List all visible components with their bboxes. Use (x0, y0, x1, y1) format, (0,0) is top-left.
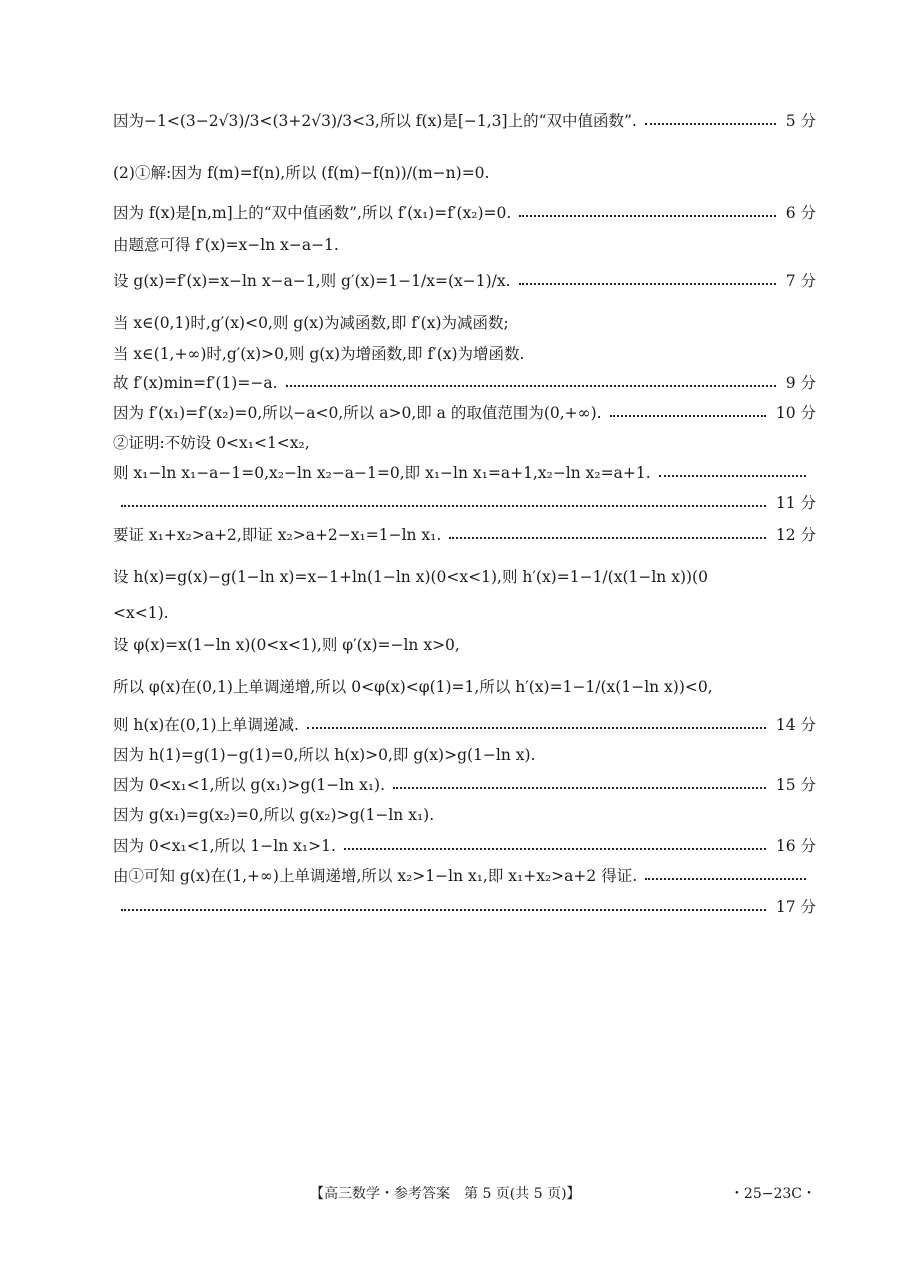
line-18 (113, 738, 816, 770)
dot-leader (286, 385, 776, 387)
dot-leader (519, 215, 775, 217)
line-text: 要证 x₁+x₂>a+2,即证 x₂>a+2−x₁=1−ln x₁. (113, 526, 442, 544)
line-text: 设 h(x)=g(x)−g(1−ln x)=x−1+ln(1−ln x)(0<x<1),则 h′(x)=1−1/(x(1−ln x))(0 (113, 568, 708, 586)
score: 6 分 (785, 204, 816, 222)
score: 15 分 (775, 776, 816, 794)
line-text: 因为 f′(x₁)=f′(x₂)=0,所以−a<0,所以 a>0,即 a 的取值范围为(0,+∞). (113, 404, 602, 422)
line-text: <x<1). (113, 604, 169, 622)
line-text: 因为 0<x₁<1,所以 g(x₁)>g(1−ln x₁). (113, 776, 386, 794)
line-text: ②证明:不妨设 0<x₁<1<x₂, (113, 434, 310, 452)
score: 5 分 (785, 112, 816, 130)
score: 17 分 (775, 898, 816, 916)
line-1 (113, 156, 816, 188)
line-text: 由题意可得 f′(x)=x−ln x−a−1. (113, 236, 339, 254)
line-text: 当 x∈(1,+∞)时,g′(x)>0,则 g(x)为增函数,即 f′(x)为增函数. (113, 345, 525, 363)
line-11 (113, 486, 816, 518)
score: 9 分 (785, 374, 816, 392)
line-20 (113, 798, 816, 830)
dot-leader (307, 727, 766, 729)
footer-title: 【高三数学・参考答案 第 5 页(共 5 页)】 (310, 1186, 581, 1202)
line-text: 因为 f(x)是[n,m]上的“双中值函数”,所以 f′(x₁)=f′(x₂)=0. (113, 204, 512, 222)
line-14 (113, 597, 816, 629)
line-19 (113, 768, 816, 800)
line-17 (113, 708, 816, 740)
dot-leader (121, 909, 766, 911)
line-text: 故 f′(x)min=f′(1)=−a. (113, 374, 278, 392)
dot-leader (645, 878, 806, 880)
line-21 (113, 829, 816, 861)
line-13 (113, 560, 816, 592)
dot-leader (344, 848, 766, 850)
line-4 (113, 264, 816, 296)
line-16 (113, 670, 816, 702)
line-10 (113, 456, 816, 488)
line-23 (113, 890, 816, 922)
score: 14 分 (775, 716, 816, 734)
score: 12 分 (775, 526, 816, 544)
line-text: 因为 g(x₁)=g(x₂)=0,所以 g(x₂)>g(1−ln x₁). (113, 806, 435, 824)
line-text: 则 x₁−ln x₁−a−1=0,x₂−ln x₂−a−1=0,即 x₁−ln x₁=a+1,x₂−ln x₂=a+1. (113, 464, 651, 482)
dot-leader (121, 505, 766, 507)
dot-leader (449, 537, 766, 539)
line-2 (113, 196, 816, 228)
line-8 (113, 396, 816, 428)
line-22 (113, 859, 816, 891)
line-12 (113, 518, 816, 550)
line-text: 因为 0<x₁<1,所以 1−ln x₁>1. (113, 837, 336, 855)
line-0 (113, 104, 816, 136)
line-6 (113, 337, 816, 369)
line-text: 则 h(x)在(0,1)上单调递减. (113, 716, 299, 734)
line-15 (113, 628, 816, 660)
dot-leader (659, 475, 806, 477)
score: 7 分 (785, 272, 816, 290)
line-5 (113, 306, 816, 338)
dot-leader (519, 283, 776, 285)
page-footer (0, 1183, 900, 1207)
line-text: 因为−1<(3−2√3)/3<(3+2√3)/3<3,所以 f(x)是[−1,3]上的“双中值函数”. (113, 112, 637, 130)
dot-leader (645, 123, 776, 125)
line-text: 所以 φ(x)在(0,1)上单调递增,所以 0<φ(x)<φ(1)=1,所以 h′(x)=1−1/(x(1−ln x))<0, (113, 678, 713, 696)
line-text: 当 x∈(0,1)时,g′(x)<0,则 g(x)为减函数,即 f′(x)为减函数; (113, 314, 509, 332)
line-7 (113, 366, 816, 398)
score: 10 分 (775, 404, 816, 422)
line-text: 设 φ(x)=x(1−ln x)(0<x<1),则 φ′(x)=−ln x>0, (113, 636, 460, 654)
line-text: 由①可知 g(x)在(1,+∞)上单调递增,所以 x₂>1−ln x₁,即 x₁+x₂>a+2 得证. (113, 867, 638, 885)
line-text: (2)①解:因为 f(m)=f(n),所以 (f(m)−f(n))/(m−n)=0. (113, 164, 490, 182)
line-text: 因为 h(1)=g(1)−g(1)=0,所以 h(x)>0,即 g(x)>g(1−ln x). (113, 746, 536, 764)
footer-code: ・25−23C・ (729, 1186, 816, 1202)
line-3 (113, 228, 816, 260)
score: 11 分 (775, 494, 816, 512)
dot-leader (393, 787, 766, 789)
line-9 (113, 426, 816, 458)
dot-leader (610, 415, 766, 417)
line-text: 设 g(x)=f′(x)=x−ln x−a−1,则 g′(x)=1−1/x=(x−1)/x. (113, 272, 511, 290)
score: 16 分 (775, 837, 816, 855)
